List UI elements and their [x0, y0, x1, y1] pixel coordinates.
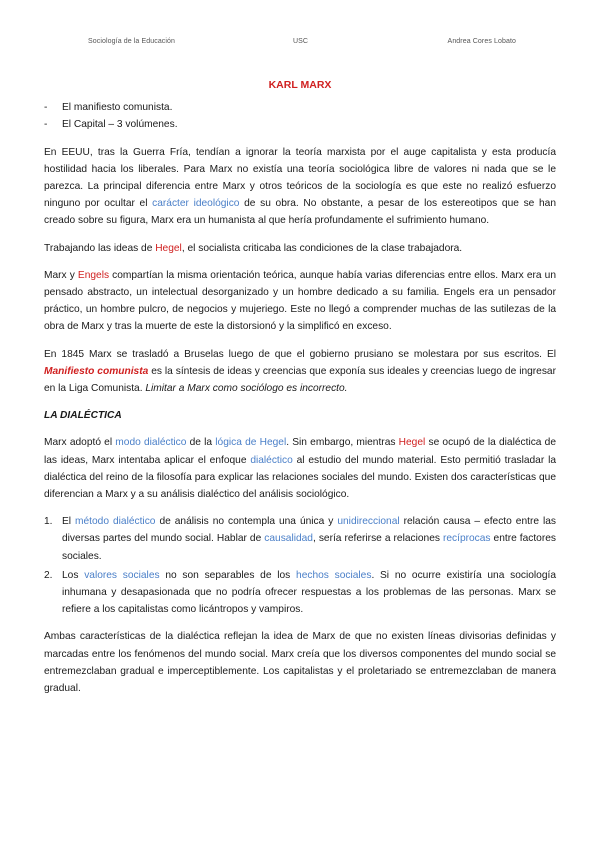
paragraph-engels: Marx y Engels compartían la misma orientación teórica, aunque había varias diferencias entre ellos. Marx era un pensado abstracto, un intelectual desorganizado y un hombre dedicado a su familia. Engels era un pensador práctico, un hombre pulcro, de negocios y mujeriego. Este no llegó a comprender muchas de las sutilezas de la obra de Marx y tras la muerte de este la distorsionó y la simplificó en exceso.: [44, 269, 556, 333]
list-item: [44, 99, 556, 116]
highlight-term: lógica de Hegel: [215, 437, 287, 449]
italic-note: Limitar a Marx como sociólogo es incorrecto.: [145, 383, 348, 395]
list-number: 1.: [44, 516, 53, 528]
dash-marker: -: [44, 119, 48, 131]
highlight-term: unidireccional: [337, 516, 400, 528]
list-item: [44, 116, 556, 133]
highlight-term: modo dialéctico: [115, 437, 187, 449]
highlight-name: Hegel: [155, 242, 182, 254]
highlight-name: Hegel: [398, 437, 426, 449]
document-body: [44, 77, 556, 707]
highlight-term: hechos sociales: [296, 569, 372, 581]
highlight-work: Manifiesto comunista: [44, 365, 149, 377]
list-number: 2.: [44, 569, 53, 581]
highlight-term: carácter ideológico: [152, 198, 240, 210]
header-university: USC: [293, 38, 309, 45]
paragraph-intro: En EEUU, tras la Guerra Fría, tendían a ignorar la teoría marxista por el auge capitalista y esta producía hostilidad hacia los liberales. Para Marx no existía una teoría sociológica libre de valores ni nada que se le parezca. La principal diferencia entre Marx y otros teóricos de la sociología es que este no realizó esfuerzo ninguno por ocultar el carácter ideológico de su obra. No obstante, a pesar de los estereotipos que se han creado sobre su figura, Marx era un humanista al que hería profundamente el sufrimiento humano.: [44, 146, 557, 227]
work-title: El manifiesto comunista.: [62, 102, 173, 114]
highlight-term: dialéctico: [250, 454, 293, 466]
highlight-name: Engels: [77, 269, 110, 281]
paragraph-bruselas: En 1845 Marx se trasladó a Bruselas luego de que el gobierno prusiano se molestara por sus escritos. El Manifiesto comunista es la síntesis de ideas y creencias que exponía sus ideales y creencias luego de ingresar en la Liga Comunista. Limitar a Marx como sociólogo es incorrecto.: [44, 348, 556, 395]
list-item: 2. Los valores sociales no son separables de los hechos sociales. Si no ocurre existiría una sociología inhumana y desapasionada que no podría ofrecer respuestas a los problemas de las personas. Marx se refiere a los capitalistas como licántropos y vampiros.: [44, 567, 556, 619]
list-item: 1. El método dialéctico de análisis no contempla una única y unidireccional relación causa – efecto entre las diversas partes del mundo social. Hablar de causalidad, sería referirse a relaciones recíprocas entre factores sociales.: [44, 513, 556, 565]
header-author: Andrea Cores Lobato: [447, 38, 516, 45]
highlight-term: causalidad: [264, 533, 313, 545]
highlight-term: método dialéctico: [75, 516, 156, 528]
work-title: El Capital – 3 volúmenes.: [62, 119, 178, 131]
paragraph-conclusion: Ambas características de la dialéctica reflejan la idea de Marx de que no existen líneas divisorias definidas y marcadas entre los fenómenos del mundo social. Marx creía que los diversos componentes del mundo social se entremezclaban gradual e imperceptiblemente. Los capitalistas y el proletariado se entremezclaban de manera gradual.: [44, 631, 556, 695]
paragraph-hegel: Trabajando las ideas de Hegel, el socialista criticaba las condiciones de la clase trabajadora.: [44, 242, 463, 254]
header-course: Sociología de la Educación: [88, 38, 176, 45]
paragraph-dialectica: Marx adoptó el modo dialéctico de la lógica de Hegel. Sin embargo, mientras Hegel se ocupó de la dialéctica de las ideas, Marx intentaba aplicar el enfoque dialéctico al estudio del mundo material. Esto permitió trasladar la dialéctica del reino de la filosofía para explicar las relaciones sociales del mundo. Existen dos características que diferencian a Marx y a su análisis dialéctico del análisis sociológico.: [44, 437, 556, 501]
dash-marker: -: [44, 102, 48, 114]
highlight-term: valores sociales: [84, 569, 160, 581]
section-title: LA DIALÉCTICA: [44, 410, 122, 422]
numbered-list: [44, 513, 556, 618]
highlight-term: recíprocas: [442, 533, 491, 545]
page-title: KARL MARX: [268, 79, 332, 91]
